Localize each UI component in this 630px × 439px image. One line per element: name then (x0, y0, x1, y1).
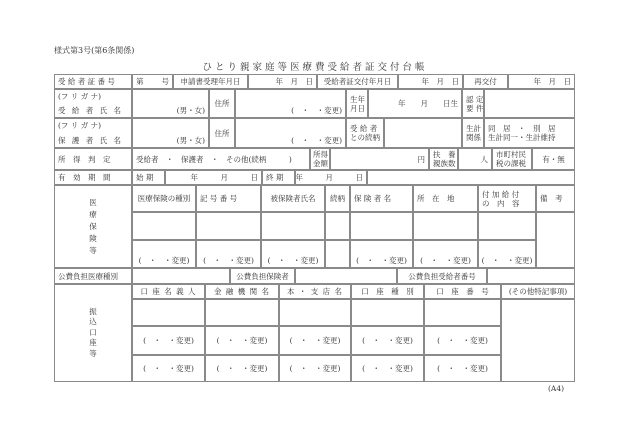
branch-name-change[interactable]: ( ・ ・変更) (279, 326, 351, 355)
income-judgment-label: 所 得 判 定 (54, 148, 132, 170)
insurer-name-cell[interactable] (350, 212, 413, 240)
col-account-number: 口 座 番 号 (424, 284, 501, 299)
end-date-field[interactable]: 年 月 日 (295, 170, 367, 185)
public-insurer-label: 公費負担保険者 (230, 268, 295, 284)
yen-unit: 円 (417, 154, 425, 164)
branch-name-cell[interactable] (279, 299, 351, 326)
public-insurer-field[interactable] (295, 268, 397, 284)
birth-label-line2: 月日 (350, 103, 365, 113)
col-other-notes: (その他特記事項) (501, 284, 575, 299)
relation-label-line1: 受 給 者 (350, 124, 378, 133)
insurance-type-cell[interactable] (132, 212, 196, 240)
ins-char: 保 (89, 221, 97, 231)
public-medical-type-field[interactable] (132, 268, 230, 284)
ins-char: 医 (89, 197, 97, 207)
reissue-date-field[interactable]: 年 月 日 (508, 74, 575, 89)
col-symbol-number: 記 号 番 号 (196, 185, 261, 212)
col-account-holder: 口 座 名 義 人 (132, 284, 205, 299)
cert-number-label: 受 給 者 証 番 号 (54, 74, 132, 89)
requirement-label-line1: 認 定 (466, 94, 484, 104)
paper-size-note: (A4) (548, 384, 565, 393)
col-account-type: 口 座 種 別 (351, 284, 424, 299)
change-note: ( ・ ・変更) (291, 106, 342, 115)
furigana-label: (フ リ ガ ナ) (58, 92, 102, 101)
guardian-name-field[interactable] (132, 118, 209, 148)
bank-name-change-2[interactable]: ( ・ ・変更) (205, 355, 279, 382)
livelihood-label-line2: 関係 (466, 133, 481, 142)
col-additional-benefit (478, 185, 536, 212)
col-relation: 続柄 (325, 185, 350, 212)
col-bank-name: 金 融 機 関 名 (205, 284, 279, 299)
account-number-cell[interactable] (424, 299, 501, 326)
tax-label-line2: 税の課税 (496, 159, 526, 168)
ins-char: 療 (89, 209, 97, 219)
col-insured-name: 被保険者氏名 (261, 185, 325, 212)
account-holder-change-2[interactable]: ( ・ ・変更) (132, 355, 205, 382)
bank-char: 座 (89, 338, 97, 348)
account-holder-cell[interactable] (132, 299, 205, 326)
relation-label-line2: との続柄 (350, 133, 380, 142)
col-insurance-type: 医療保険の種別 (132, 185, 196, 212)
end-label: 終 期 (262, 170, 295, 185)
col-remarks: 備 考 (536, 185, 575, 212)
insurance-section-label (54, 185, 132, 268)
cert-number-field[interactable] (132, 74, 173, 89)
bank-section-label (54, 284, 132, 382)
account-type-change[interactable]: ( ・ ・変更) (351, 326, 424, 355)
remarks-cell[interactable] (536, 212, 575, 268)
start-date-field[interactable]: 年 月 日 (165, 170, 262, 185)
col-branch-name: 本 ・ 支 店 名 (279, 284, 351, 299)
relation-cell[interactable] (325, 212, 350, 240)
furigana-label: (フ リ ガ ナ) (58, 121, 102, 130)
tax-field[interactable]: 有・無 (532, 148, 575, 170)
location-change[interactable]: ( ・ ・変更) (413, 240, 478, 268)
public-medical-type-label: 公費負担医療種別 (54, 268, 132, 284)
requirement-field[interactable] (484, 89, 575, 118)
guardian-name-text: 保 護 者 氏 名 (58, 136, 124, 145)
insured-name-cell[interactable] (261, 212, 325, 240)
bank-name-change[interactable]: ( ・ ・変更) (205, 326, 279, 355)
start-label: 始 期 (132, 170, 165, 185)
livelihood-option[interactable]: 生計同一・生計維持 (488, 133, 556, 142)
additional-benefit-change[interactable]: ( ・ ・変更) (478, 240, 536, 268)
col-location: 所 在 地 (413, 185, 478, 212)
sex-option: (男・女) (176, 136, 205, 145)
form-title: ひとり親家庭等医療費受給者証交付台帳 (202, 62, 428, 73)
requirement-label (462, 89, 484, 118)
requirement-label-line2: 要 件 (466, 103, 484, 113)
birthdate-label (346, 89, 368, 118)
bank-name-cell[interactable] (205, 299, 279, 326)
cohabit-option[interactable]: 同 居 ・ 別 居 (488, 124, 556, 133)
recipient-name-label (54, 89, 132, 118)
account-number-change-2[interactable]: ( ・ ・変更) (424, 355, 501, 382)
recipient-address-label: 住所 (209, 89, 235, 118)
issue-date-label: 受給者証交付年月日 (317, 74, 398, 89)
livelihood-label-line1: 生計 (466, 124, 481, 133)
relation-label (346, 118, 384, 148)
bank-char: 振 (89, 306, 97, 316)
bank-char: 口 (89, 327, 97, 337)
recipient-address-field[interactable] (235, 89, 346, 118)
guardian-address-label: 住所 (209, 118, 235, 148)
form-number: 様式第3号(第6条関係) (54, 46, 135, 55)
dai-text: 第 (136, 77, 144, 86)
symbol-number-change[interactable]: ( ・ ・変更) (196, 240, 261, 268)
tax-label (492, 148, 532, 170)
insurance-type-change[interactable]: ( ・ ・変更) (132, 240, 196, 268)
application-date-field[interactable]: 年 月 日 (248, 74, 317, 89)
validity-extra-field[interactable] (367, 170, 575, 185)
livelihood-label (462, 118, 484, 148)
reissue-label: 再交付 (463, 74, 508, 89)
guardian-address-field[interactable] (235, 118, 346, 148)
bank-char: 等 (89, 348, 97, 358)
dependents-field[interactable] (458, 148, 492, 170)
change-note: ( ・ ・変更) (291, 136, 342, 145)
symbol-number-cell[interactable] (196, 212, 261, 240)
validity-label: 有 効 期 間 (54, 170, 132, 185)
relation-change[interactable] (325, 240, 350, 268)
livelihood-options[interactable] (484, 118, 575, 148)
birth-label-line1: 生年 (350, 94, 365, 104)
ins-char: 険 (89, 233, 97, 243)
branch-name-change-2[interactable]: ( ・ ・変更) (279, 355, 351, 382)
tax-label-line1: 市町村民 (496, 150, 526, 159)
issue-date-field[interactable]: 年 月 日 (398, 74, 463, 89)
persons-unit: 人 (480, 154, 488, 164)
col-additional-line1: 付 加 給 付 (482, 189, 520, 199)
income-judgment-options[interactable]: 受給者 ・ 保護者 ・ その他(続柄 ) (132, 148, 310, 170)
dependents-label-line1: 扶 養 (433, 150, 456, 159)
account-holder-change[interactable]: ( ・ ・変更) (132, 326, 205, 355)
income-amount-field[interactable] (330, 148, 429, 170)
insured-name-change[interactable]: ( ・ ・変更) (261, 240, 325, 268)
amount-label-line2: 金額 (313, 159, 328, 168)
account-number-change[interactable]: ( ・ ・変更) (424, 326, 501, 355)
location-cell[interactable] (413, 212, 478, 240)
birthdate-field[interactable]: 年 月 日生 (368, 89, 462, 118)
dependents-label (429, 148, 458, 170)
col-additional-line2: の 内 容 (482, 198, 520, 208)
amount-label-line1: 所得 (313, 150, 328, 159)
other-notes-cell[interactable] (501, 299, 575, 382)
bank-char: 込 (89, 317, 97, 327)
public-recipient-no-label: 公費負担受給者番号 (397, 268, 487, 284)
ins-char: 等 (89, 245, 97, 255)
dependents-label-line2: 親族数 (433, 159, 456, 168)
sex-option: (男・女) (176, 106, 205, 115)
guardian-name-label (54, 118, 132, 148)
income-amount-label (310, 148, 330, 170)
account-type-cell[interactable] (351, 299, 424, 326)
public-recipient-no-field[interactable] (487, 268, 575, 284)
col-insurer-name: 保 険 者 名 (350, 185, 413, 212)
relation-field[interactable] (384, 118, 462, 148)
insurer-name-change[interactable]: ( ・ ・変更) (350, 240, 413, 268)
recipient-name-field[interactable] (132, 89, 209, 118)
recipient-name-text: 受 給 者 氏 名 (58, 106, 124, 115)
additional-benefit-cell[interactable] (478, 212, 536, 240)
application-date-label: 申請書受理年月日 (173, 74, 248, 89)
gou-text: 号 (161, 77, 169, 86)
account-type-change-2[interactable]: ( ・ ・変更) (351, 355, 424, 382)
